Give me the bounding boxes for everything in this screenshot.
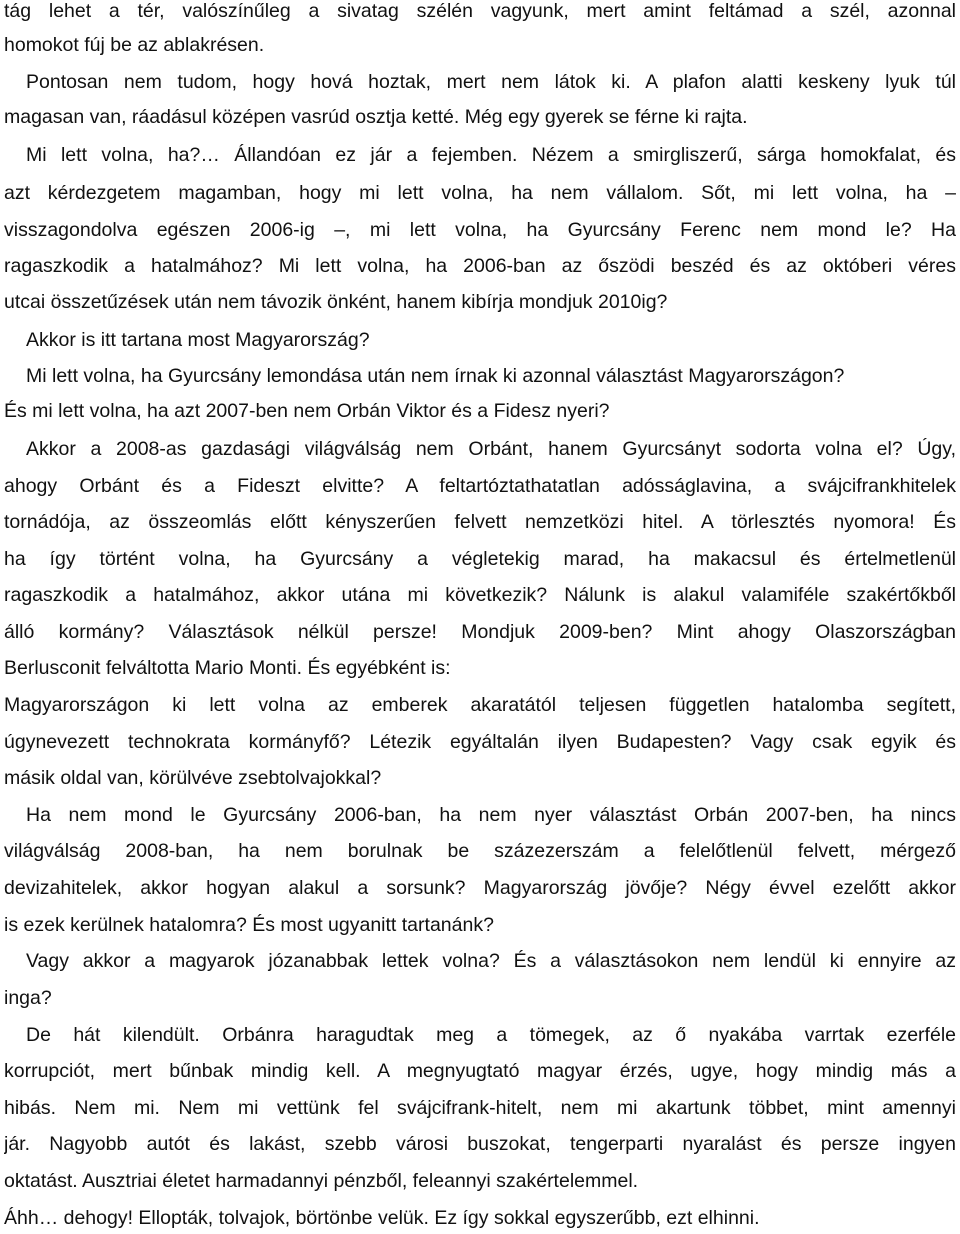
text-line-11: Mi lett volna, ha Gyurcsány lemondása után nem írnak ki azonnal választást Magyarországon? xyxy=(26,365,845,387)
text-line-27: Vagy akkor a magyarok józanabbak lettek volna? És a választásokon nem lendül ki ennyire az xyxy=(26,950,956,972)
text-line-22: másik oldal van, körülvéve zsebtolvajokkal? xyxy=(4,767,382,789)
text-line-13: Akkor a 2008-as gazdasági világválság nem Orbánt, hanem Gyurcsányt sodorta volna el? Úgy, xyxy=(26,438,956,460)
text-line-3: Pontosan nem tudom, hogy hová hoztak, mert nem látok ki. A plafon alatti keskeny lyuk túl xyxy=(26,71,956,93)
text-line-33: oktatást. Ausztriai életet harmadannyi pénzből, feleannyi szakértelemmel. xyxy=(4,1170,639,1192)
text-line-19: Berlusconit felváltotta Mario Monti. És egyébként is: xyxy=(4,657,451,679)
text-line-10: Akkor is itt tartana most Magyarország? xyxy=(26,329,370,351)
text-line-9: utcai összetűzések után nem távozik önként, hanem kibírja mondjuk 2010ig? xyxy=(4,291,668,313)
text-line-4: magasan van, ráadásul középen vasrúd osztja ketté. Még egy gyerek se férne ki rajta. xyxy=(4,106,748,128)
text-line-14: ahogy Orbánt és a Fideszt elvitte? A feltartóztathatatlan adósságlavina, a svájcifrankhitelek xyxy=(4,475,956,497)
text-line-21: úgynevezett technokrata kormányfő? Létezik egyáltalán ilyen Budapesten? Vagy csak egyik és xyxy=(4,731,956,753)
text-line-17: ragaszkodik a hatalmához, akkor utána mi következik? Nálunk is alakul valamiféle szakértőkből xyxy=(4,584,956,606)
text-line-5: Mi lett volna, ha?… Állandóan ez jár a fejemben. Nézem a smirgliszerű, sárga homokfalat, és xyxy=(26,144,956,166)
text-line-30: korrupciót, mert bűnbak mindig kell. A megnyugtató magyar érzés, ugye, hogy mindig más a xyxy=(4,1060,956,1082)
text-line-28: inga? xyxy=(4,987,52,1009)
text-line-26: is ezek kerülnek hatalomra? És most ugyanitt tartanánk? xyxy=(4,914,494,936)
text-line-29: De hát kilendült. Orbánra haragudtak meg a tömegek, az ő nyakába varrtak ezerféle xyxy=(26,1024,956,1046)
text-line-12: És mi lett volna, ha azt 2007-ben nem Orbán Viktor és a Fidesz nyeri? xyxy=(4,400,610,422)
text-line-15: tornádója, az összeomlás előtt kényszerűen felvett nemzetközi hitel. A törlesztés nyomora! És xyxy=(4,511,956,533)
text-line-32: jár. Nagyobb autót és lakást, szebb városi buszokat, tengerparti nyaralást és persze ingyen xyxy=(4,1133,956,1155)
text-line-8: ragaszkodik a hatalmához? Mi lett volna, ha 2006-ban az őszödi beszéd és az októberi véres xyxy=(4,255,956,277)
text-line-31: hibás. Nem mi. Nem mi vettünk fel svájcifrank-hitelt, nem mi akartunk többet, mint amennyi xyxy=(4,1097,956,1119)
text-line-25: devizahitelek, akkor hogyan alakul a sorsunk? Magyarország jövője? Négy évvel ezelőtt akkor xyxy=(4,877,956,899)
text-line-23: Ha nem mond le Gyurcsány 2006-ban, ha nem nyer választást Orbán 2007-ben, ha nincs xyxy=(26,804,956,826)
text-line-7: visszagondolva egészen 2006-ig –, mi lett volna, ha Gyurcsány Ferenc nem mond le? Ha xyxy=(4,219,956,241)
text-line-6: azt kérdezgetem magamban, hogy mi lett volna, ha nem vállalom. Sőt, mi lett volna, ha – xyxy=(4,182,956,204)
text-line-16: ha így történt volna, ha Gyurcsány a végletekig marad, ha makacsul és értelmetlenül xyxy=(4,548,956,570)
text-line-20: Magyarországon ki lett volna az emberek akaratától teljesen független hatalomba segített, xyxy=(4,694,956,716)
text-line-2: homokot fúj be az ablakrésen. xyxy=(4,34,265,56)
text-line-18: álló kormány? Választások nélkül persze! Mondjuk 2009-ben? Mint ahogy Olaszországban xyxy=(4,621,956,643)
text-line-1: tág lehet a tér, valószínűleg a sivatag szélén vagyunk, mert amint feltámad a szél, azonnal xyxy=(4,0,956,22)
text-line-34: Áhh… dehogy! Ellopták, tolvajok, börtönbe velük. Ez így sokkal egyszerűbb, ezt elhinni. xyxy=(4,1207,760,1229)
text-line-24: világválság 2008-ban, ha nem borulnak be százezerszám a felelőtlenül felvett, mérgező xyxy=(4,840,956,862)
